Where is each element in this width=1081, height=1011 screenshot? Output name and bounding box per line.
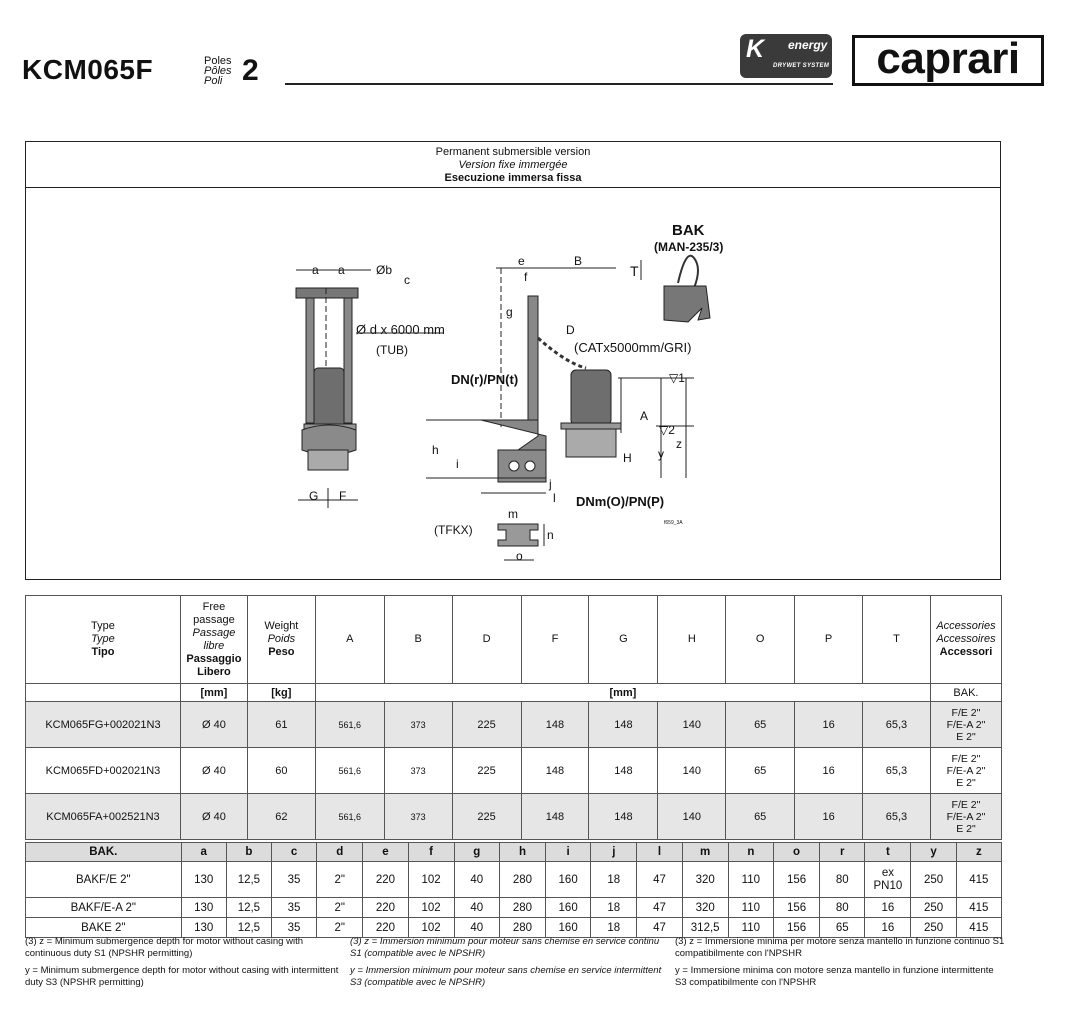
bak-dim-cell: 220 (363, 898, 408, 918)
kenergy-logo-k: K (746, 35, 765, 63)
dim-B: B (574, 254, 583, 268)
panel-title-fr: Version fixe immergée (458, 159, 568, 171)
acc-item: F/E 2" (951, 706, 981, 719)
note-en-z: (3) z = Minimum submergence depth for motor without casing with continuous duty S1 (NPSHR permitting) (25, 936, 303, 959)
panel-title-it: Esecuzione immersa fissa (444, 172, 582, 184)
free-it-2: Libero (197, 665, 231, 678)
units-row (26, 684, 1002, 702)
cell-T: 65,3 (863, 748, 931, 794)
cable-label: (CATx5000mm/GRI) (574, 340, 692, 355)
dim-i: i (456, 457, 459, 471)
col-T: T (863, 596, 931, 684)
header-rule (285, 83, 833, 85)
free-fr-2: libre (203, 639, 225, 652)
bak-col-header: b (226, 843, 271, 862)
bak-dim-cell: 102 (408, 862, 454, 898)
cell-G: 148 (589, 702, 658, 748)
bak-dim-cell: 18 (591, 862, 637, 898)
bak-header-row (26, 843, 1002, 862)
bak-col-header: a (181, 843, 226, 862)
dn-top-label: DN(r)/PN(t) (451, 372, 519, 387)
dim-f: f (524, 270, 528, 284)
bak-col-header: j (591, 843, 637, 862)
cell-A: 561,6 (315, 702, 384, 748)
dim-n: n (547, 528, 554, 542)
dim-e: e (518, 254, 525, 268)
bak-col-header: BAK. (26, 843, 182, 862)
weight-it: Peso (268, 646, 295, 658)
bak-dim-cell: 220 (363, 918, 408, 938)
bak-dim-cell: 415 (956, 898, 1001, 918)
col-O: O (726, 596, 795, 684)
weight-en: Weight (264, 620, 299, 632)
acc-item: F/E-A 2" (946, 810, 986, 823)
bak-dim-cell: 35 (271, 862, 316, 898)
bak-handle (641, 256, 710, 322)
bak-dim-cell: 35 (271, 918, 316, 938)
notes-fr (350, 936, 670, 994)
cell-O: 65 (726, 748, 795, 794)
tub-label: (TUB) (376, 343, 408, 357)
unit-type-empty (26, 684, 181, 702)
col-type (26, 596, 181, 684)
cell-F: 148 (521, 748, 589, 794)
bak-dim-cell: 156 (773, 862, 819, 898)
bak-dim-cell: 12,5 (226, 862, 271, 898)
bak-dim-cell: 156 (773, 918, 819, 938)
bak-dim-cell: ex PN10 (865, 862, 911, 898)
cell-type: KCM065FG+002021N3 (26, 702, 181, 748)
bak-dim-cell: 47 (637, 918, 682, 938)
bak-dim-cell: 40 (454, 898, 499, 918)
dim-l: l (553, 491, 556, 505)
dim-j: j (549, 477, 552, 491)
bak-model-cell: BAKF/E-A 2" (26, 898, 182, 918)
note-en-y: y = Minimum submergence depth for motor without casing with intermittent duty S3 (NPSHR permitting) (25, 965, 339, 988)
note-it-y: y = Immersione minima con motore senza mantello in funzione intermittente S3 compatibilmente con l'NPSHR (675, 965, 994, 988)
bak-dim-cell: 320 (682, 862, 728, 898)
col-weight (247, 596, 315, 684)
kenergy-logo (740, 34, 832, 78)
bak-col-header: y (911, 843, 956, 862)
bak-dim-cell: 40 (454, 918, 499, 938)
col-F: F (521, 596, 589, 684)
unit-acc: BAK. (930, 684, 1001, 702)
bak-dim-cell: 18 (591, 898, 637, 918)
bak-col-header: o (773, 843, 819, 862)
pipe-label: Ø d x 6000 mm (356, 322, 445, 337)
bak-dim-cell: 160 (546, 898, 591, 918)
table-row (26, 862, 1002, 898)
kenergy-logo-energy: energy (788, 38, 828, 52)
caprari-logo: caprari (852, 35, 1044, 86)
bak-dim-cell: 110 (728, 862, 773, 898)
bak-dim-cell: 160 (546, 862, 591, 898)
bak-dim-cell: 16 (865, 898, 911, 918)
bak-dim-cell: 160 (546, 918, 591, 938)
bak-dim-cell: 80 (820, 862, 865, 898)
cell-D: 225 (452, 702, 521, 748)
bak-col-header: r (820, 843, 865, 862)
cell-B: 373 (384, 702, 452, 748)
bak-dim-cell: 2" (317, 898, 363, 918)
acc-item: F/E 2" (951, 798, 981, 811)
bak-dim-cell: 2" (317, 918, 363, 938)
unit-dims: [mm] (315, 684, 930, 702)
bak-dim-cell: 102 (408, 918, 454, 938)
poles-value: 2 (242, 54, 259, 87)
cell-G: 148 (589, 748, 658, 794)
cell-F: 148 (521, 702, 589, 748)
acc-en: Accessories (936, 620, 996, 632)
table-row (26, 748, 1002, 794)
bak-dim-cell: 65 (820, 918, 865, 938)
acc-item: F/E-A 2" (946, 718, 986, 731)
cell-P: 16 (795, 794, 863, 840)
note-fr-y: y = Immersion minimum pour moteur sans chemise en service intermittent S3 (compatible avec le NPSHR) (350, 965, 662, 988)
cell-type: KCM065FD+002021N3 (26, 748, 181, 794)
acc-item: E 2" (956, 730, 976, 743)
cell-P: 16 (795, 702, 863, 748)
bak-dim-cell: 250 (911, 918, 956, 938)
bak-col-header: t (865, 843, 911, 862)
bak-model-cell: BAKE 2" (26, 918, 182, 938)
bak-dim-cell: 110 (728, 898, 773, 918)
bak-dim-cell: 280 (499, 898, 545, 918)
col-B: B (384, 596, 452, 684)
bak-col-header: d (317, 843, 363, 862)
bak-col-header: e (363, 843, 408, 862)
bak-dim-cell: 220 (363, 862, 408, 898)
bak-dim-cell: 35 (271, 898, 316, 918)
bak-dimensions-table (25, 842, 1002, 938)
pump-front-view (296, 288, 358, 508)
unit-free: [mm] (180, 684, 247, 702)
dim-h: h (432, 443, 439, 457)
bak-dim-cell: 47 (637, 862, 682, 898)
cell-weight: 61 (247, 702, 315, 748)
cell-T: 65,3 (863, 794, 931, 840)
dim-o: o (516, 549, 523, 563)
bak-dim-cell: 415 (956, 862, 1001, 898)
acc-item: F/E-A 2" (946, 764, 986, 777)
bak-dim-cell: 47 (637, 898, 682, 918)
poles-label-fr: Pôles (204, 65, 232, 77)
notes-it (675, 936, 1005, 994)
cell-acc (930, 794, 1001, 840)
acc-item: E 2" (956, 822, 976, 835)
type-it: Tipo (91, 646, 115, 658)
cell-F: 148 (521, 794, 589, 840)
acc-fr: Accessoires (936, 633, 996, 645)
dim-b: Øb (376, 263, 393, 277)
bak-col-header: n (728, 843, 773, 862)
dim-a-left: a (312, 263, 319, 277)
cell-free: Ø 40 (180, 748, 247, 794)
cell-H: 140 (658, 748, 726, 794)
bak-dim-cell: 110 (728, 918, 773, 938)
cell-P: 16 (795, 748, 863, 794)
bak-model: (MAN-235/3) (654, 240, 724, 254)
bak-title: BAK (672, 222, 705, 239)
bak-dim-cell: 12,5 (226, 918, 271, 938)
free-it-1: Passaggio (186, 652, 242, 665)
cell-free: Ø 40 (180, 794, 247, 840)
bak-dim-cell: 130 (181, 898, 226, 918)
cell-A: 561,6 (315, 794, 384, 840)
table-row (26, 794, 1002, 840)
col-D: D (452, 596, 521, 684)
pump-spec-table (25, 595, 1002, 840)
drawing-panel (25, 141, 1001, 580)
acc-it: Accessori (939, 646, 993, 658)
acc-item: F/E 2" (951, 752, 981, 765)
bak-dim-cell: 250 (911, 898, 956, 918)
dim-H: H (623, 451, 632, 465)
dim-c: c (404, 273, 410, 287)
panel-heading (26, 142, 1000, 188)
model-title: KCM065F (22, 54, 154, 85)
dim-m: m (508, 507, 518, 521)
free-en-2: passage (193, 613, 235, 626)
dim-D: D (566, 323, 575, 337)
note-it-z: (3) z = Immersione minima per motore senza mantello in funzione continuo S1 compatibilmente con l'NPSHR (675, 936, 1005, 959)
cell-G: 148 (589, 794, 658, 840)
cell-weight: 60 (247, 748, 315, 794)
poles-label (204, 56, 232, 86)
bak-dim-cell: 40 (454, 862, 499, 898)
cell-D: 225 (452, 794, 521, 840)
free-en-1: Free (202, 600, 226, 613)
acc-item: E 2" (956, 776, 976, 789)
bak-col-header: c (271, 843, 316, 862)
dim-T: T (630, 263, 639, 279)
bak-col-header: h (499, 843, 545, 862)
table-row (26, 898, 1002, 918)
weight-fr: Poids (267, 633, 296, 645)
cell-weight: 62 (247, 794, 315, 840)
level-2: ▽2 (659, 423, 675, 437)
dim-G: G (309, 489, 319, 503)
kenergy-logo-tagline: DRYWET SYSTEM (773, 63, 830, 69)
bak-col-header: g (454, 843, 499, 862)
bak-dim-cell: 80 (820, 898, 865, 918)
bak-dim-cell: 156 (773, 898, 819, 918)
cell-type: KCM065FA+002521N3 (26, 794, 181, 840)
bak-col-header: l (637, 843, 682, 862)
bak-dim-cell: 280 (499, 918, 545, 938)
cell-B: 373 (384, 794, 452, 840)
dim-F: F (339, 489, 347, 503)
type-fr: Type (91, 633, 115, 645)
bak-dim-cell: 2" (317, 862, 363, 898)
dim-g: g (506, 305, 513, 319)
drawing-ref: f659_3A (664, 520, 683, 526)
bak-dim-cell: 16 (865, 918, 911, 938)
col-G: G (589, 596, 658, 684)
type-en: Type (91, 620, 115, 632)
cell-O: 65 (726, 794, 795, 840)
bak-col-header: z (956, 843, 1001, 862)
bak-dim-cell: 320 (682, 898, 728, 918)
cell-free: Ø 40 (180, 702, 247, 748)
cell-O: 65 (726, 702, 795, 748)
dim-a-right: a (338, 263, 345, 277)
dim-z: z (676, 437, 682, 451)
bak-dim-cell: 12,5 (226, 898, 271, 918)
bak-dim-cell: 250 (911, 862, 956, 898)
cell-T: 65,3 (863, 702, 931, 748)
poles-label-it: Poli (204, 75, 223, 87)
cell-acc (930, 748, 1001, 794)
col-A: A (315, 596, 384, 684)
dimension-drawing (26, 188, 1000, 580)
bak-dim-cell: 18 (591, 918, 637, 938)
bak-dim-cell: 130 (181, 862, 226, 898)
unit-weight: [kg] (247, 684, 315, 702)
free-fr-1: Passage (192, 626, 236, 639)
bak-col-header: i (546, 843, 591, 862)
cell-H: 140 (658, 794, 726, 840)
col-H: H (658, 596, 726, 684)
note-fr-z: (3) z = Immersion minimum pour moteur sans chemise en service continu S1 (compatible avec le NPSHR) (350, 936, 660, 959)
bak-dim-cell: 130 (181, 918, 226, 938)
table-row (26, 918, 1002, 938)
panel-title-en: Permanent submersible version (435, 146, 591, 158)
level-1: ▽1 (669, 371, 685, 385)
poles-label-en: Poles (204, 55, 232, 67)
bak-dim-cell: 280 (499, 862, 545, 898)
bak-col-header: f (408, 843, 454, 862)
cell-D: 225 (452, 748, 521, 794)
dim-y: y (658, 447, 664, 461)
bak-model-cell: BAKF/E 2" (26, 862, 182, 898)
bak-dim-cell: 312,5 (682, 918, 728, 938)
cell-B: 373 (384, 748, 452, 794)
dn-bottom-label: DNm(O)/PN(P) (576, 494, 665, 509)
bak-dim-cell: 102 (408, 898, 454, 918)
spec-header-row (26, 596, 1002, 684)
notes-en (25, 936, 345, 994)
bak-dim-cell: 415 (956, 918, 1001, 938)
table-row (26, 702, 1002, 748)
col-P: P (795, 596, 863, 684)
col-free-passage (180, 596, 247, 684)
col-accessories (930, 596, 1001, 684)
cell-A: 561,6 (315, 748, 384, 794)
tfkx-label: (TFKX) (434, 523, 473, 537)
bak-col-header: m (682, 843, 728, 862)
cell-acc (930, 702, 1001, 748)
cell-H: 140 (658, 702, 726, 748)
dim-A: A (640, 409, 649, 423)
